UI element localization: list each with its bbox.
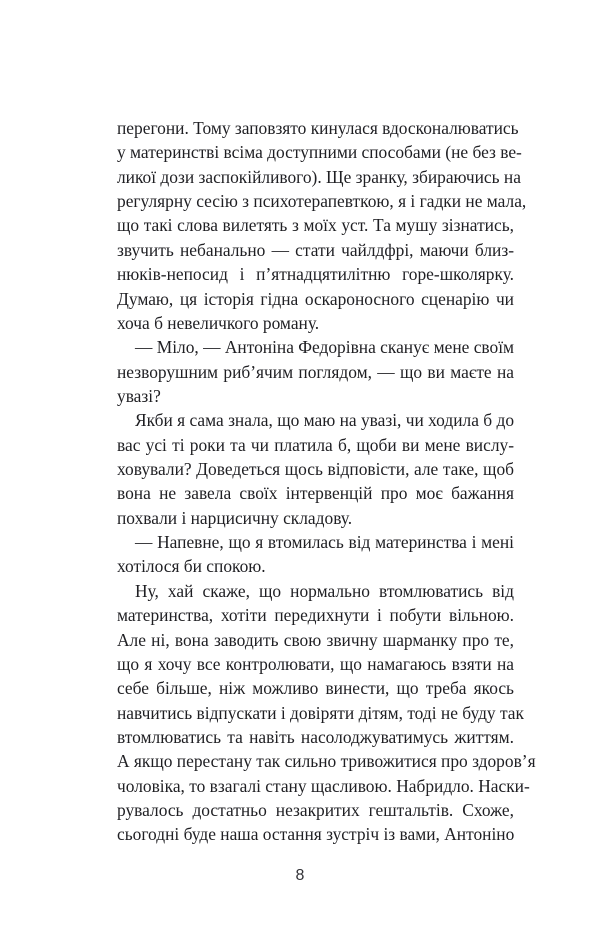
text-line: материнства, хотіти передихнути і побути вільною. bbox=[117, 605, 514, 626]
text-line: перегони. Тому заповзято кинулася вдосконалюватись bbox=[117, 118, 519, 138]
text-line: — Напевне, що я втомилась від материнства і мені bbox=[135, 532, 514, 553]
text-line: сьогодні буде наша остання зустріч із вами, Антоніно bbox=[117, 824, 515, 845]
text-line: що я хочу все контролювати, що намагаюсь взяти на bbox=[117, 653, 514, 674]
text-line: у материнстві всіма доступними способами (не без ве- bbox=[117, 142, 522, 163]
text-line: регулярну сесію з психотерапевткою, я і гадки не мала, bbox=[117, 191, 527, 212]
text-line: А якщо перестану так сильно тривожитися про здоров’я bbox=[117, 751, 536, 772]
text-line: — Міло, — Антоніна Федорівна сканує мене своїм bbox=[135, 337, 515, 358]
page-number: 8 bbox=[295, 867, 305, 884]
text-line: Ну, хай скаже, що нормально втомлюватись від bbox=[135, 580, 514, 601]
body-text bbox=[117, 116, 536, 847]
text-line: хотілося би спокою. bbox=[117, 556, 266, 577]
text-line: рувалось достатньо незакритих гештальтів. Схоже, bbox=[117, 800, 514, 821]
text-line: увазі? bbox=[117, 385, 161, 406]
text-line: похвали і нарцисичну складову. bbox=[117, 507, 353, 528]
text-line: вона не завела своїх інтервенцій про моє бажання bbox=[117, 483, 514, 504]
text-line: ликої дози заспокійливого). Ще зранку, збираючись на bbox=[117, 166, 521, 187]
text-line: Але ні, вона заводить свою звичну шарманку про те, bbox=[117, 629, 514, 650]
text-line: вас усі ті роки та чи платила б, щоби ви мене вислу- bbox=[117, 434, 514, 455]
text-line: що такі слова вилетять з моїх уст. Та мушу зізнатись, bbox=[117, 215, 514, 236]
text-line: втомлюватись та навіть насолоджуватимусь життям. bbox=[117, 726, 514, 747]
text-line: навчитись відпускати і довіряти дітям, тоді не буду так bbox=[117, 702, 524, 723]
text-line: Думаю, ця історія гідна оскароносного сценарію чи bbox=[117, 288, 514, 309]
text-line: Якби я сама знала, що маю на увазі, чи ходила б до bbox=[135, 410, 515, 431]
text-line: чоловіка, то взагалі стану щасливою. Набридло. Наски- bbox=[117, 775, 530, 796]
text-line: нюків-непосид і п’ятнадцятилітню горе-школярку. bbox=[117, 264, 514, 285]
text-line: себе більше, ніж можливо винести, що треба якось bbox=[117, 678, 514, 699]
text-line: незворушним риб’ячим поглядом, — що ви маєте на bbox=[117, 361, 514, 382]
text-line: звучить небанально — стати чайлдфрі, маючи близ- bbox=[117, 239, 514, 260]
text-line: ховували? Доведеться щось відповісти, але таке, щоб bbox=[117, 459, 514, 480]
text-line: хоча б невеличкого роману. bbox=[117, 312, 320, 333]
